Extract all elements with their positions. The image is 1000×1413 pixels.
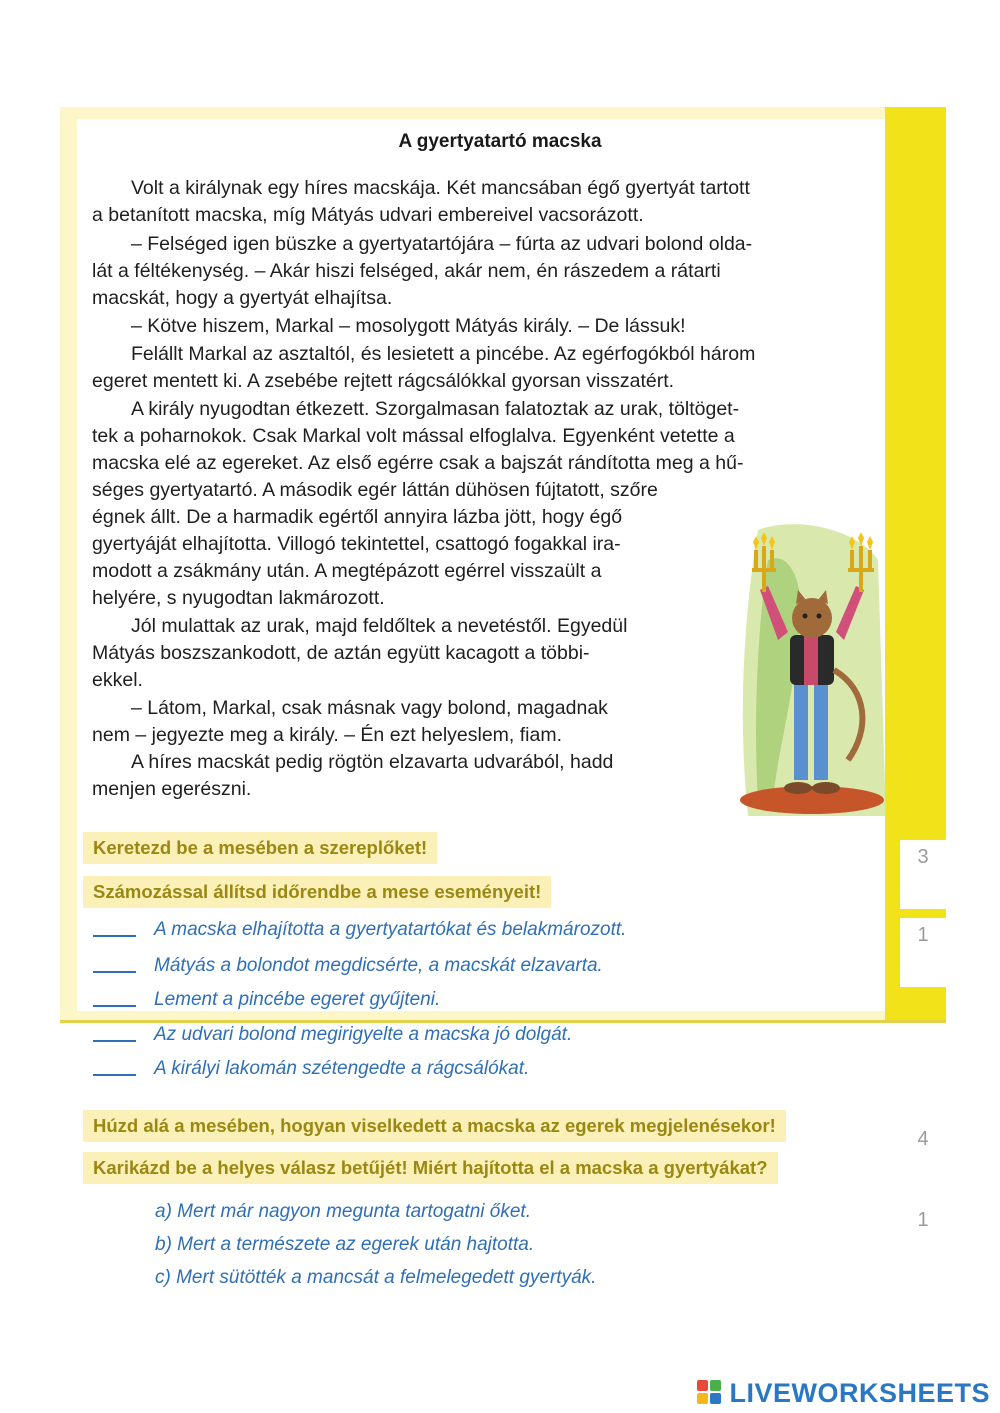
answer-blank[interactable] bbox=[93, 957, 136, 973]
story-line: A király nyugodtan étkezett. Szorgalmasan falatoztak az urak, töltöget- bbox=[92, 398, 740, 420]
order-item-text: A királyi lakomán szétengedte a rágcsálókat. bbox=[154, 1058, 530, 1079]
answer-blank[interactable] bbox=[93, 1060, 136, 1076]
score-box-1 bbox=[900, 840, 946, 909]
order-item-text: A macska elhajította a gyertyatartókat és belakmározott. bbox=[154, 919, 627, 940]
score-value: 1 bbox=[917, 924, 929, 946]
story-line: lát a féltékenység. – Akár hiszi felséged, akár nem, én rászedem a rátarti bbox=[92, 260, 721, 282]
story-line: séges gyertyatartó. A második egér láttán dühösen fújtatott, szőre bbox=[92, 479, 658, 501]
story-line: modott a zsákmány után. A megtépázott egérrel visszaült a bbox=[92, 560, 602, 582]
story-line: Volt a királynak egy híres macskája. Két mancsában égő gyertyát tartott bbox=[92, 177, 750, 199]
story-title: A gyertyatartó macska bbox=[398, 131, 602, 152]
answer-option-a[interactable]: a) Mert már nagyon megunta tartogatni őket. bbox=[155, 1201, 531, 1222]
score-value: 3 bbox=[917, 846, 929, 868]
order-item bbox=[93, 989, 440, 1011]
liveworksheets-logo-icon bbox=[697, 1380, 723, 1406]
order-item bbox=[93, 1058, 529, 1080]
story-line: Jól mulattak az urak, majd feldőltek a nevetéstől. Egyedül bbox=[92, 615, 628, 637]
story-line: – Felséged igen büszke a gyertyatartójára – fúrta az udvari bolond olda- bbox=[92, 233, 753, 255]
order-item bbox=[93, 1024, 572, 1046]
order-item-text: Az udvari bolond megirigyelte a macska jó dolgát. bbox=[154, 1024, 573, 1045]
brand-name: LIVEWORKSHEETS bbox=[729, 1377, 990, 1408]
score-box-2 bbox=[900, 918, 946, 987]
score-box-3 bbox=[900, 1122, 946, 1191]
story-line: macska elé az egereket. Az első egérre csak a bajszát rándította meg a hű- bbox=[92, 452, 744, 474]
order-item-text: Lement a pincébe egeret gyűjteni. bbox=[154, 989, 441, 1010]
answer-blank[interactable] bbox=[93, 1026, 136, 1042]
task-instruction-2: Számozással állítsd időrendbe a mese eseményeit! bbox=[83, 876, 551, 908]
answer-option-c[interactable]: c) Mert sütötték a mancsát a felmelegedett gyertyák. bbox=[155, 1267, 597, 1288]
story-line: a betanított macska, míg Mátyás udvari embereivel vacsorázott. bbox=[92, 204, 644, 226]
story-line: tek a poharnokok. Csak Markal volt mással elfoglalva. Egyenként vetette a bbox=[92, 425, 735, 447]
task-instruction-3: Húzd alá a mesében, hogyan viselkedett a macska az egerek megjelenésekor! bbox=[83, 1110, 786, 1142]
score-box-4 bbox=[900, 1203, 946, 1272]
story-line: – Látom, Markal, csak másnak vagy bolond, magadnak bbox=[92, 697, 608, 719]
story-line: macskát, hogy a gyertyát elhajítsa. bbox=[92, 287, 393, 309]
story-line: égnek állt. De a harmadik egértől annyira lázba jött, hogy égő bbox=[92, 506, 623, 528]
story-line: nem – jegyezte meg a király. – Én ezt helyeslem, fiam. bbox=[92, 724, 563, 746]
story-line: Felállt Markal az asztaltól, és lesietett a pincébe. Az egérfogókból három bbox=[92, 343, 756, 365]
order-item-text: Mátyás a bolondot megdicsérte, a macskát elzavarta. bbox=[154, 955, 603, 976]
answer-blank[interactable] bbox=[93, 921, 136, 937]
story-line: helyére, s nyugodtan lakmározott. bbox=[92, 587, 385, 609]
story-line: ekkel. bbox=[92, 669, 143, 691]
task-instruction-4: Karikázd be a helyes válasz betűjét! Miért hajította el a macska a gyertyákat? bbox=[83, 1152, 778, 1184]
cat-candleholder-illustration bbox=[738, 520, 886, 816]
liveworksheets-logo[interactable] bbox=[697, 1378, 990, 1408]
order-item bbox=[93, 955, 603, 977]
score-value: 1 bbox=[917, 1209, 929, 1231]
story-line: menjen egerészni. bbox=[92, 778, 252, 800]
answer-option-b[interactable]: b) Mert a természete az egerek után hajtotta. bbox=[155, 1234, 535, 1255]
score-value: 4 bbox=[917, 1128, 929, 1150]
answer-blank[interactable] bbox=[93, 991, 136, 1007]
story-line: egeret mentett ki. A zsebébe rejtett rágcsálókkal gyorsan visszatért. bbox=[92, 370, 675, 392]
task-instruction-1: Keretezd be a mesében a szereplőket! bbox=[83, 832, 437, 864]
story-line: – Kötve hiszem, Markal – mosolygott Mátyás király. – De lássuk! bbox=[92, 315, 686, 337]
story-line: Mátyás boszszankodott, de aztán együtt kacagott a többi- bbox=[92, 642, 590, 664]
story-line: gyertyáját elhajította. Villogó tekintettel, csattogó fogakkal ira- bbox=[92, 533, 621, 555]
order-item bbox=[93, 919, 626, 941]
story-line: A híres macskát pedig rögtön elzavarta udvarából, hadd bbox=[92, 751, 614, 773]
